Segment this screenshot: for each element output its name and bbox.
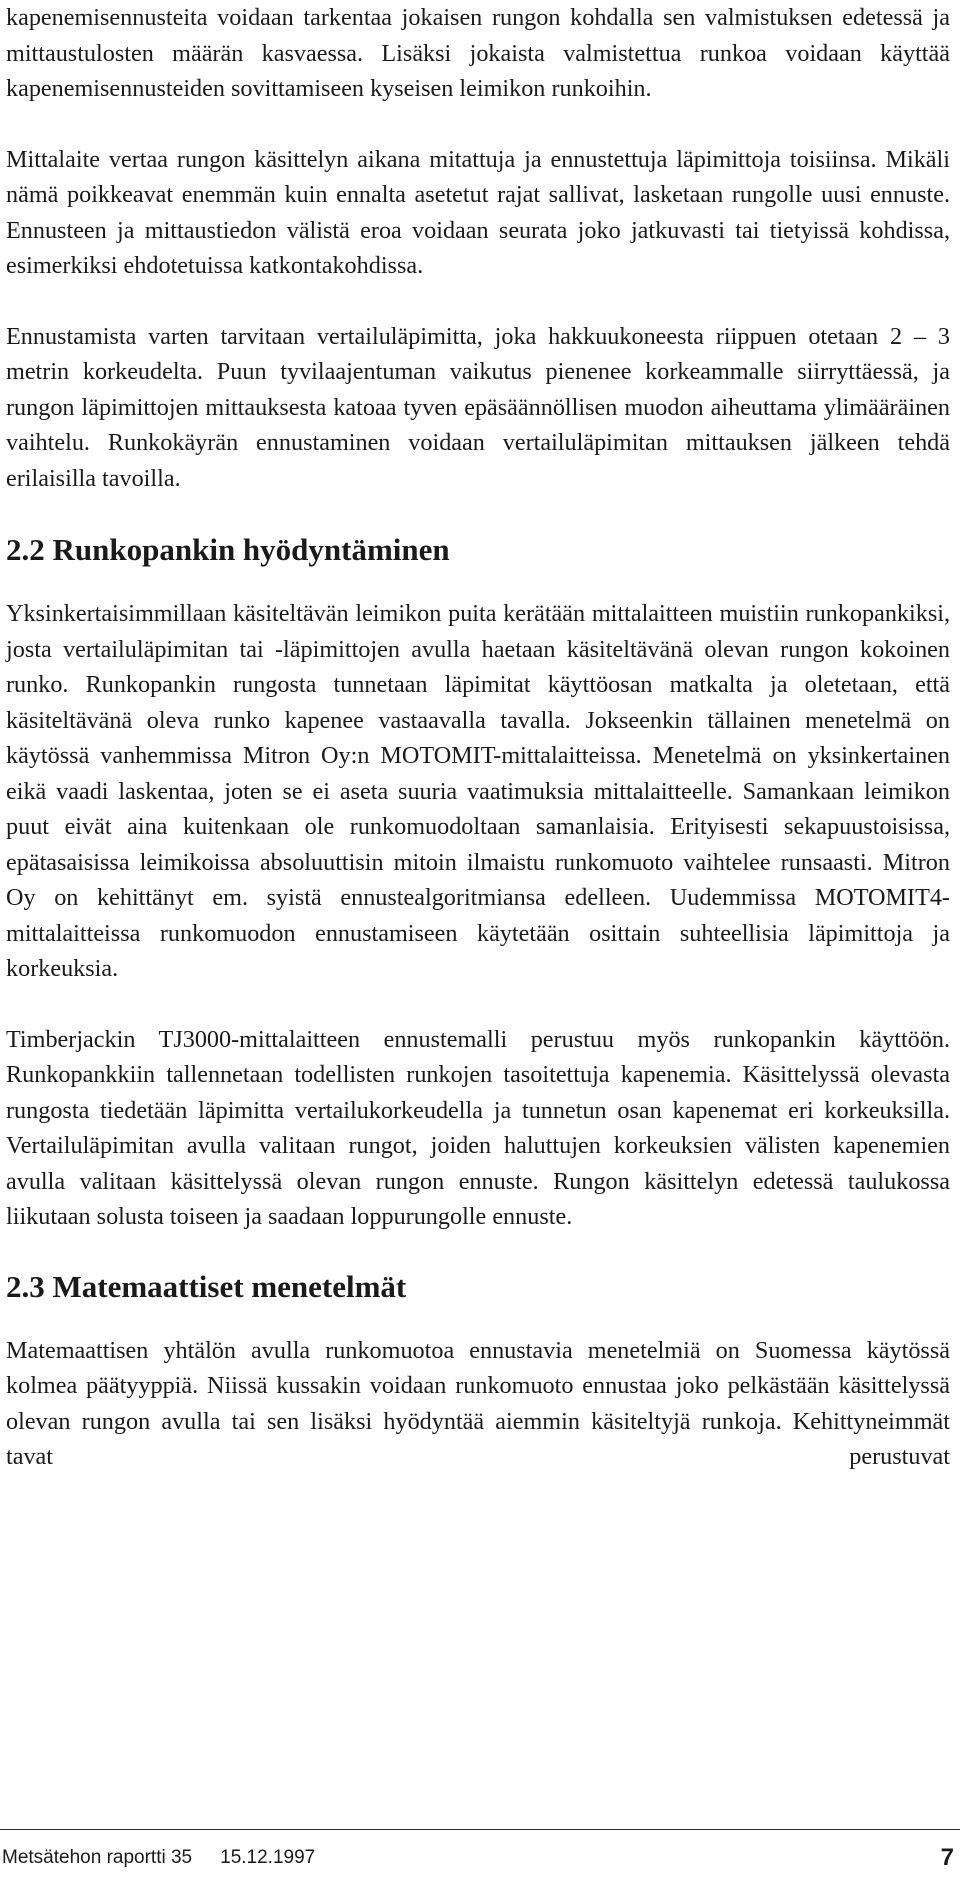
footer-publication: Metsätehon raportti 35 (2, 1847, 193, 1868)
paragraph-spacer (6, 107, 950, 142)
body-paragraph: kapenemisennusteita voidaan tarkentaa jokaisen rungon kohdalla sen valmistuksen edetessä ja mittaustulosten määrän kasvaessa. Lisäksi jokaista valmistettua runkoa voidaan käyttää kapenemisennusteiden sovittamiseen kyseisen leimikon runkoihin. (6, 4, 950, 102)
body-paragraph: Yksinkertaisimmillaan käsiteltävän leimikon puita kerätään mittalaitteen muistiin runkopankiksi, josta vertailuläpimitan tai -läpimittojen avulla haetaan käsiteltävänä olevan rungon kokoinen runko. Runkopankin rungosta tunnetaan läpimitat käyttöosan matkalta ja oletetaan, että käsiteltävänä oleva runko kapenee vastaavalla tavalla. Jokseenkin tällainen menetelmä on käytössä vanhemmissa Mitron Oy:n MOTOMIT-mittalaitteissa. Menetelmä on yksinkertainen eikä vaadi laskentaa, joten se ei aseta suuria vaatimuksia mittalaitteelle. Samankaan leimikon puut eivät aina kuitenkaan ole runkomuodoltaan samanlaisia. Erityisesti sekapuustoisissa, epätasaisissa leimikoissa absoluuttisin mitoin ilmaistu runkomuoto vaihtelee runsaasti. Mitron Oy on kehittänyt em. syistä ennustealgoritmiansa edelleen. Uudemmissa MOTOMIT4-mittalaitteissa runkomuodon ennustamiseen käytetään osittain suhteellisia läpimittoja ja korkeuksia. (6, 600, 950, 982)
body-paragraph: Timberjackin TJ3000-mittalaitteen ennustemalli perustuu myös runkopankin käyttöön. Runkopankkiin tallennetaan todellisten runkojen tasoitettuja kapenemia. Käsittelyssä olevasta rungosta tiedetään läpimitta vertailukorkeudella ja tunnetun osan kapenemat eri korkeuksilla. Vertailuläpimitan avulla valitaan rungot, joiden haluttujen korkeuksien välisten kapenemien avulla valitaan käsittelyssä olevan rungon ennuste. Rungon käsittelyn edetessä taulukossa liikutaan solusta toiseen ja saadaan loppurungolle ennuste. (6, 1025, 950, 1230)
paragraph-spacer (6, 987, 950, 1022)
section-heading-2-3: 2.3 Matemaattiset menetelmät (6, 1268, 407, 1304)
footer-date: 15.12.1997 (220, 1847, 316, 1868)
page-number: 7 (940, 1844, 954, 1871)
footer-publication-info (2, 1847, 315, 1869)
footer-divider (0, 1829, 960, 1830)
paragraph-spacer (6, 284, 950, 319)
page-content (6, 0, 950, 1475)
section-heading-2-2: 2.2 Runkopankin hyödyntäminen (6, 532, 450, 567)
body-paragraph: Matemaattisen yhtälön avulla runkomuotoa ennustavia menetelmiä on Suomessa käytössä kolmea päätyyppiä. Niissä kussakin voidaan runkomuoto ennustaa joko pelkästään käsittelyssä olevan rungon avulla tai sen lisäksi hyödyntää aiemmin käsiteltyjä runkoja. Kehittyneimmät tavat perustuvat (6, 1336, 950, 1470)
body-paragraph: Mittalaite vertaa rungon käsittelyn aikana mitattuja ja ennustettuja läpimittoja toisiinsa. Mikäli nämä poikkeavat enemmän kuin ennalta asetetut rajat sallivat, lasketaan rungolle uusi ennuste. Ennusteen ja mittaustiedon välistä eroa voidaan seurata joko jatkuvasti tai tietyissä kohdissa, esimerkiksi ehdotetuissa katkontakohdissa. (6, 145, 950, 279)
body-paragraph: Ennustamista varten tarvitaan vertailuläpimitta, joka hakkuukoneesta riippuen otetaan 2 – 3 metrin korkeudelta. Puun tyvilaajentuman vaikutus pienenee korkeammalle siirryttäessä, ja rungon läpimittojen mittauksesta katoaa tyven epäsäännöllisen muodon aiheuttama ylimääräinen vaihtelu. Runkokäyrän ennustaminen voidaan vertailuläpimitan mittauksen jälkeen tehdä erilaisilla tavoilla. (6, 322, 950, 492)
